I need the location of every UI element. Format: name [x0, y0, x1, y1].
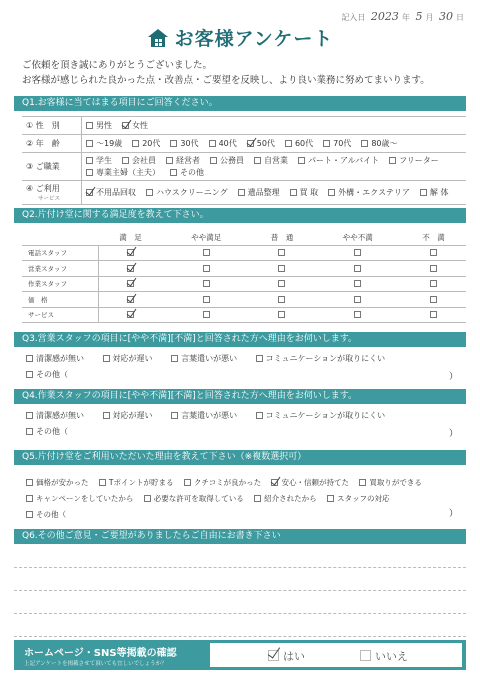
option-label: 必要な許可を取得している	[153, 494, 244, 503]
q2-row-label: 作業スタッフ	[22, 276, 98, 292]
checkbox[interactable]	[361, 140, 368, 147]
comment-line	[14, 567, 466, 568]
option-label: 公務員	[220, 155, 244, 165]
checkbox[interactable]	[170, 140, 177, 147]
option-service[interactable]	[86, 187, 136, 199]
q3-heading: Q3.営業スタッフの項目に[やや不満][不満]と回答された方へ理由をお伺いします。	[14, 332, 466, 347]
option-label: クチコミが良かった	[193, 478, 262, 487]
option-label: 外構・エクステリア	[338, 187, 410, 197]
q2-col: 普 通	[250, 231, 315, 245]
option-service[interactable]	[290, 187, 319, 199]
option-label: 70代	[333, 138, 352, 148]
checkbox[interactable]	[203, 280, 210, 287]
option-label: 女性	[132, 120, 148, 130]
option-label: Tポイントが貯まる	[108, 478, 174, 487]
checkbox[interactable]	[323, 140, 330, 147]
checkbox[interactable]	[171, 412, 178, 419]
checkbox[interactable]	[256, 355, 263, 362]
q2-header-row	[22, 231, 466, 245]
q4-option[interactable]	[171, 411, 237, 420]
q3-option[interactable]	[256, 354, 386, 363]
q2-cell[interactable]	[314, 292, 401, 308]
q5-option[interactable]	[99, 478, 174, 487]
page-title	[0, 24, 480, 53]
option-label: 清潔感が無い	[36, 411, 84, 420]
consent-no[interactable]	[360, 648, 408, 664]
q5-option[interactable]	[254, 494, 317, 503]
checkbox[interactable]	[254, 495, 261, 502]
q5-option[interactable]	[184, 478, 261, 487]
checkbox[interactable]	[203, 296, 210, 303]
q2-cell[interactable]	[401, 307, 466, 323]
checkbox[interactable]	[354, 265, 361, 272]
q4-option[interactable]	[256, 411, 386, 420]
q3-line	[26, 351, 401, 367]
option-label: 経営者	[176, 155, 200, 165]
q1-options	[82, 153, 466, 180]
option-age[interactable]	[247, 138, 275, 150]
q1-row-service	[22, 181, 466, 205]
q2-cell[interactable]	[314, 276, 401, 292]
option-age[interactable]	[323, 138, 351, 150]
q5-option[interactable]	[26, 494, 133, 503]
option-service[interactable]	[238, 187, 280, 199]
checkbox[interactable]	[26, 428, 33, 435]
q1-options	[82, 117, 466, 134]
option-label: 20代	[142, 138, 161, 148]
q5-line	[26, 475, 430, 491]
option-occupation[interactable]	[254, 155, 288, 167]
option-age[interactable]	[209, 138, 237, 150]
option-label: 価格が安かった	[36, 478, 89, 487]
option-age[interactable]	[132, 138, 160, 150]
q2-cell[interactable]	[250, 245, 315, 261]
publish-consent-bar	[14, 640, 466, 670]
checkbox[interactable]	[278, 265, 285, 272]
q2-col: 不 満	[401, 231, 466, 245]
option-label: 80歳～	[371, 138, 398, 148]
checkbox[interactable]	[278, 311, 285, 318]
q3-other[interactable]	[26, 367, 401, 383]
option-label: 会社員	[132, 155, 156, 165]
option-label: 言葉遣いが悪い	[181, 354, 238, 363]
option-label: 30代	[180, 138, 199, 148]
q2-row-label: 電話スタッフ	[22, 245, 98, 261]
q2-col: やや不満	[314, 231, 401, 245]
q2-row	[22, 245, 466, 261]
q5-option[interactable]	[359, 478, 422, 487]
q1-label-sub: サービス	[38, 196, 61, 202]
option-label: 男性	[96, 120, 112, 130]
checkbox-checked[interactable]	[247, 140, 254, 147]
q5-option[interactable]	[26, 478, 89, 487]
checkbox-checked[interactable]	[122, 122, 129, 129]
q2-cell[interactable]	[98, 245, 163, 261]
option-service[interactable]	[420, 187, 449, 199]
consent-yes[interactable]	[268, 648, 305, 664]
date-line	[341, 10, 464, 23]
checkbox[interactable]	[184, 479, 191, 486]
q1-row-age	[22, 135, 466, 153]
option-label: コミュニケーションが取りにくい	[265, 411, 386, 420]
option-label: 40代	[218, 138, 237, 148]
q2-row	[22, 276, 466, 292]
q2-cell[interactable]	[314, 245, 401, 261]
option-label: パート・アルバイト	[308, 155, 380, 165]
option-label: ハウスクリーニング	[156, 187, 228, 197]
checkbox[interactable]	[254, 157, 261, 164]
checkbox[interactable]	[166, 157, 173, 164]
checkbox[interactable]	[103, 355, 110, 362]
option-age[interactable]	[86, 138, 122, 150]
option-label: 60代	[294, 138, 314, 148]
checkbox-checked[interactable]	[268, 650, 279, 661]
q1-label-text: ① 性 別	[26, 121, 60, 130]
option-age[interactable]	[361, 138, 397, 150]
intro-line: お客様が感じられた良かった点・改善点・ご要望を反映し、より良い業務に努めてまいります。	[22, 75, 430, 86]
q2-heading: Q2.片付け堂に関する満足度を教えて下さい。	[14, 208, 466, 223]
q1-options	[82, 181, 466, 204]
checkbox[interactable]	[285, 140, 292, 147]
q1-label	[22, 135, 82, 152]
no-label: いいえ	[375, 650, 408, 663]
checkbox-checked[interactable]	[127, 280, 134, 287]
checkbox[interactable]	[430, 265, 437, 272]
checkbox[interactable]	[430, 249, 437, 256]
q1-label	[22, 153, 82, 180]
checkbox[interactable]	[278, 249, 285, 256]
option-occupation[interactable]	[298, 155, 379, 167]
q4-paren-close: ）	[448, 429, 458, 439]
option-label: 紹介されたから	[264, 494, 317, 503]
q1-label-text: ③ ご職業	[26, 162, 60, 171]
q2-cell[interactable]	[250, 307, 315, 323]
q1-label	[22, 117, 82, 134]
checkbox[interactable]	[171, 355, 178, 362]
q5-paren-close: ）	[448, 509, 458, 519]
checkbox-checked[interactable]	[127, 296, 134, 303]
option-label: 遺品整理	[247, 187, 280, 197]
q2-cell[interactable]	[250, 276, 315, 292]
title-text: お客様アンケート	[174, 28, 334, 50]
checkbox[interactable]	[26, 355, 33, 362]
q2-cell[interactable]	[98, 292, 163, 308]
yes-label: はい	[283, 650, 305, 663]
q6-heading: Q6.その他ご意見・ご要望がありましたらご自由にお書き下さい	[14, 529, 466, 544]
option-label: 言葉遣いが悪い	[181, 411, 238, 420]
q2-col: やや満足	[163, 231, 250, 245]
checkbox[interactable]	[238, 189, 245, 196]
q4-option[interactable]	[103, 411, 153, 420]
option-occupation[interactable]	[170, 167, 204, 179]
checkbox[interactable]	[430, 296, 437, 303]
option-label: 対応が遅い	[112, 411, 153, 420]
q2-cell[interactable]	[401, 245, 466, 261]
q2-row	[22, 292, 466, 308]
option-label: 学生	[96, 155, 112, 165]
q4-option[interactable]	[26, 411, 84, 420]
q2-cell[interactable]	[401, 261, 466, 277]
checkbox-checked[interactable]	[127, 265, 134, 272]
q2-cell[interactable]	[250, 261, 315, 277]
consent-options	[210, 643, 462, 667]
checkbox[interactable]	[359, 479, 366, 486]
q3-option[interactable]	[26, 354, 84, 363]
checkbox-checked[interactable]	[127, 311, 134, 318]
q3-paren-close: ）	[448, 372, 458, 382]
checkbox[interactable]	[86, 122, 93, 129]
option-label: 清潔感が無い	[36, 354, 84, 363]
option-label: 買取りができる	[369, 478, 422, 487]
checkbox[interactable]	[360, 650, 371, 661]
day-unit: 日	[456, 13, 464, 22]
q1-label	[22, 181, 82, 204]
option-age[interactable]	[285, 138, 313, 150]
q2-cell[interactable]	[98, 307, 163, 323]
date-label: 記入日	[341, 13, 366, 22]
checkbox[interactable]	[26, 511, 33, 518]
option-label: 解 体	[429, 187, 449, 197]
q5-other[interactable]	[26, 507, 430, 523]
q2-cell[interactable]	[98, 261, 163, 277]
option-label: 自営業	[264, 155, 288, 165]
option-label: その他	[180, 167, 204, 177]
option-occupation[interactable]	[166, 155, 200, 167]
q2-col: 満 足	[98, 231, 163, 245]
q2-row-label: サービス	[22, 307, 98, 323]
option-occupation[interactable]	[86, 155, 112, 167]
q2-row-label: 価 格	[22, 292, 98, 308]
option-label: 不用品回収	[96, 187, 136, 197]
other-label: その他（	[36, 370, 68, 379]
month-value: 5	[415, 10, 423, 23]
q5-option[interactable]	[327, 494, 390, 503]
q2-table	[22, 231, 466, 323]
option-label: フリーター	[399, 155, 439, 165]
q3-option[interactable]	[103, 354, 153, 363]
q1-row-occupation	[22, 153, 466, 181]
q4-heading: Q4.作業スタッフの項目に[やや不満][不満]と回答された方へ理由をお伺いします。	[14, 389, 466, 404]
option-occupation[interactable]	[389, 155, 439, 167]
checkbox[interactable]	[26, 495, 33, 502]
q2-cell[interactable]	[98, 276, 163, 292]
checkbox[interactable]	[26, 479, 33, 486]
option-label: 対応が遅い	[112, 354, 153, 363]
comment-line	[14, 613, 466, 614]
q1-options	[82, 135, 466, 152]
q2-cell[interactable]	[163, 307, 250, 323]
option-male[interactable]	[86, 120, 112, 132]
house-logo-icon	[147, 28, 169, 53]
checkbox[interactable]	[420, 189, 427, 196]
option-female[interactable]	[122, 120, 148, 132]
option-occupation[interactable]	[86, 167, 160, 179]
q2-row	[22, 261, 466, 277]
q5-option[interactable]	[144, 494, 244, 503]
q4-line	[26, 408, 401, 424]
option-label: スタッフの対応	[337, 494, 390, 503]
other-label: その他（	[36, 427, 68, 436]
q2-cell[interactable]	[163, 261, 250, 277]
checkbox[interactable]	[256, 412, 263, 419]
consent-title: ホームページ・SNS等掲載の確認	[24, 648, 177, 659]
intro-text	[22, 58, 430, 88]
checkbox[interactable]	[132, 140, 139, 147]
checkbox[interactable]	[278, 296, 285, 303]
checkbox[interactable]	[26, 412, 33, 419]
option-label: 買 取	[299, 187, 319, 197]
q5-heading: Q5.片付け堂をご利用いただいた理由を教えて下さい（※複数選択可）	[14, 450, 466, 465]
option-service[interactable]	[146, 187, 228, 199]
checkbox[interactable]	[389, 157, 396, 164]
checkbox[interactable]	[354, 280, 361, 287]
consent-note: 上記アンケートを掲載させて頂いても宜しいでしょうか？	[24, 661, 167, 667]
q4-options	[26, 408, 401, 440]
checkbox[interactable]	[328, 189, 335, 196]
checkbox[interactable]	[354, 249, 361, 256]
checkbox[interactable]	[354, 311, 361, 318]
checkbox[interactable]	[327, 495, 334, 502]
checkbox[interactable]	[210, 157, 217, 164]
checkbox[interactable]	[86, 169, 93, 176]
checkbox[interactable]	[170, 169, 177, 176]
day-value: 30	[439, 10, 453, 23]
q1-label-text: ④ ご利用	[26, 184, 60, 193]
checkbox[interactable]	[146, 189, 153, 196]
checkbox[interactable]	[86, 140, 93, 147]
q2-cell[interactable]	[314, 261, 401, 277]
checkbox[interactable]	[203, 311, 210, 318]
option-service[interactable]	[328, 187, 410, 199]
q2-row	[22, 307, 466, 323]
option-occupation[interactable]	[122, 155, 156, 167]
checkbox[interactable]	[26, 371, 33, 378]
checkbox[interactable]	[103, 412, 110, 419]
checkbox[interactable]	[290, 189, 297, 196]
year-value: 2023	[370, 10, 399, 23]
checkbox[interactable]	[203, 249, 210, 256]
comment-line	[14, 590, 466, 591]
checkbox[interactable]	[354, 296, 361, 303]
checkbox[interactable]	[209, 140, 216, 147]
q2-cell[interactable]	[314, 307, 401, 323]
q2-corner	[22, 231, 98, 245]
q1-table	[22, 116, 466, 205]
checkbox[interactable]	[144, 495, 151, 502]
q1-row-gender	[22, 117, 466, 135]
intro-line: ご依頼を頂き誠にありがとうございました。	[22, 60, 213, 71]
checkbox[interactable]	[430, 311, 437, 318]
checkbox[interactable]	[122, 157, 129, 164]
checkbox[interactable]	[278, 280, 285, 287]
checkbox-checked[interactable]	[86, 189, 93, 196]
option-label: ～19歳	[96, 138, 123, 148]
q5-options	[26, 475, 430, 523]
q2-cell[interactable]	[163, 292, 250, 308]
q1-heading: Q1.お客様に当てはまる項目にご回答ください。	[14, 96, 466, 111]
month-unit: 月	[425, 13, 434, 22]
option-label: 専業主婦（主夫）	[96, 167, 160, 177]
checkbox[interactable]	[86, 157, 93, 164]
q3-options	[26, 351, 401, 383]
q2-cell[interactable]	[250, 292, 315, 308]
q2-row-label: 営業スタッフ	[22, 261, 98, 277]
other-label: その他（	[36, 510, 66, 519]
q4-other[interactable]	[26, 424, 401, 440]
checkbox-checked[interactable]	[271, 479, 278, 486]
checkbox[interactable]	[298, 157, 305, 164]
q5-option[interactable]	[271, 478, 349, 487]
option-label: コミュニケーションが取りにくい	[265, 354, 386, 363]
option-label: 安心・信頼が持てた	[281, 478, 349, 487]
q2-cell[interactable]	[401, 276, 466, 292]
checkbox-checked[interactable]	[127, 249, 134, 256]
option-occupation[interactable]	[210, 155, 244, 167]
comment-line	[14, 636, 466, 637]
checkbox[interactable]	[99, 479, 106, 486]
q2-cell[interactable]	[163, 276, 250, 292]
q3-option[interactable]	[171, 354, 237, 363]
comment-area[interactable]	[14, 545, 466, 637]
checkbox[interactable]	[430, 280, 437, 287]
checkbox[interactable]	[203, 265, 210, 272]
option-label: 50代	[256, 138, 275, 148]
q2-cell[interactable]	[163, 245, 250, 261]
option-age[interactable]	[170, 138, 198, 150]
option-label: キャンペーンをしていたから	[36, 494, 134, 503]
q2-cell[interactable]	[401, 292, 466, 308]
q5-line	[26, 491, 430, 507]
q1-label-text: ② 年 齢	[26, 139, 60, 148]
year-unit: 年	[401, 13, 410, 22]
